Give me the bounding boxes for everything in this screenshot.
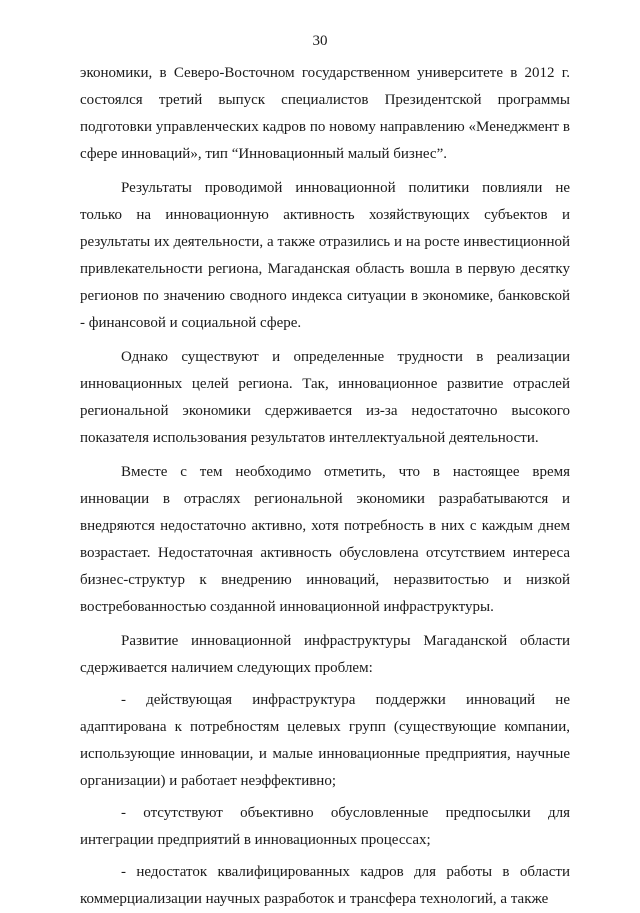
paragraph-innovation-activity: Вместе с тем необходимо отметить, что в настоящее время инновации в отраслях региональной экономики разрабатываются и внедряются недостаточно активно, хотя потребность в них с каждым днем возрастает. Недостаточная активность обусловлена отсутствием интереса бизнес-структур к внедрению инноваций, неразвитостью и низкой востребованностью созданной инновационной инфраструктуры. [80,464,570,615]
paragraph-infrastructure-problems: Развитие инновационной инфраструктуры Магаданской области сдерживается наличием следующих проблем: [80,633,570,676]
list-item-personnel: - недостаток квалифицированных кадров для работы в области коммерциализации научных разработок и трансфера технологий, а также [80,864,570,907]
paragraph-continuation: экономики, в Северо-Восточном государственном университете в 2012 г. состоялся третий выпуск специалистов Президентской программы подготовки управленческих кадров по новому направлению «Менеджмент в сфере инноваций», тип “Инновационный малый бизнес”. [80,65,570,162]
page-number: 30 [312,33,328,49]
body-text [80,60,570,913]
paragraph-difficulties: Однако существуют и определенные трудности в реализации инновационных целей региона. Так, инновационное развитие отраслей региональной экономики сдерживается из-за недостаточно высокого показателя использования результатов интеллектуальной деятельности. [80,349,570,446]
paragraph-policy-results: Результаты проводимой инновационной политики повлияли не только на инновационную активность хозяйствующих субъектов и результаты их деятельности, а также отразились и на росте инвестиционной привлекательности региона, Магаданская область вошла в первую десятку регионов по значению сводного индекса ситуации в экономике, банковской - финансовой и социальной сфере. [80,180,570,331]
list-item-integration: - отсутствуют объективно обусловленные предпосылки для интеграции предприятий в инновационных процессах; [80,805,570,848]
list-item-infrastructure: - действующая инфраструктура поддержки инноваций не адаптирована к потребностям целевых групп (существующие компании, использующие инновации, и малые инновационные предприятия, научные организации) и работает неэффективно; [80,692,570,789]
